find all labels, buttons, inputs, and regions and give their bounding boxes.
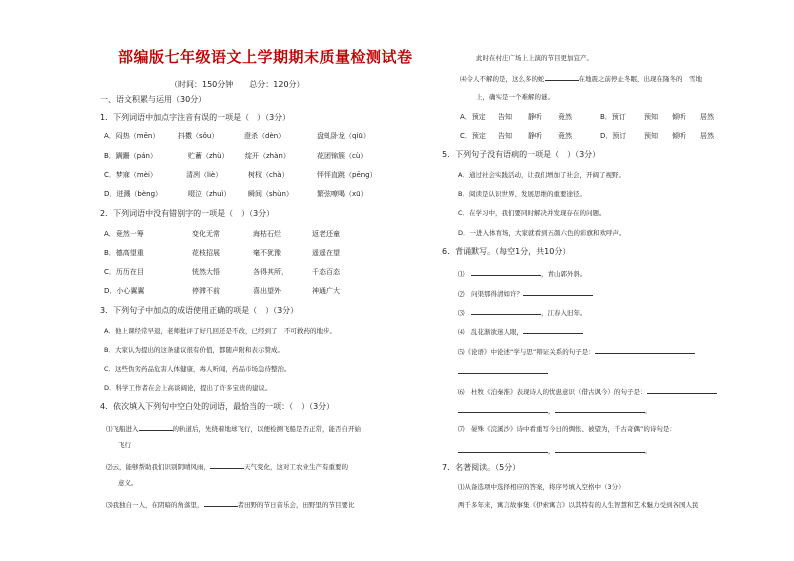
q2-b-1: B．德高望重 [104,249,144,257]
q3-option-d: D．科学工作者在会上高谈阔论，提出了许多宝贵的建议。 [104,384,272,392]
q1-d-4: 繁弦嘹喝（xū） [317,190,368,198]
q4-opt-d-2: 预知 [644,132,658,140]
q3-option-b: B．大家认为提出的这条建议很有价值，都随声附和表示赞成。 [104,346,284,354]
q5-option-d: D．一进入体育场，大家就看到五颜六色的彩旗和欢呼声。 [458,229,626,237]
q4-opt-a-2: 告知 [498,113,512,121]
q4-opt-c-1: C．预定 [460,132,486,140]
q4-opt-a-4: 竟然 [558,113,572,121]
answer-blank[interactable] [523,325,583,334]
q2-c-1: C．历历在目 [104,268,144,276]
answer-blank[interactable] [458,365,548,374]
q6-l3-num: ⑶ [458,309,465,317]
q4-s1-part-a: ⑴飞船进入 [106,425,139,433]
q4-opt-a-3: 静听 [528,113,542,121]
q4-opt-c-4: 竟然 [558,132,572,140]
question-7-stem: 7．名著阅读。（5分） [442,463,521,472]
q2-d-2: 停滞不前 [192,287,220,295]
q6-line-7: ⑺ 晏殊《浣溪沙》诗中看重写今日的惆怅、被望为，千古奇偶”的诗句是： [458,425,676,433]
q4-opt-d-3: 倾听 [672,132,686,140]
q2-c-2: 恍然大悟 [192,268,220,276]
q2-d-4: 神通广大 [312,287,340,295]
question-5-stem: 5．下列句子没有语病的一项是（ ）（3分） [442,150,601,159]
q6-line-2 [458,287,593,299]
q1-b-1: B．蹒跚（pán） [104,152,157,160]
answer-blank[interactable] [545,72,579,81]
q4-sentence-4 [460,72,702,84]
answer-blank[interactable] [471,267,541,276]
q1-a-3: 澄杀（dèn） [244,132,286,140]
answer-blank[interactable] [204,498,238,507]
question-6-stem: 6．背诵默写。（每空1分，共10分） [442,247,571,256]
q1-c-3: 树杈（chà） [248,171,289,179]
right-column [400,0,780,561]
q2-a-2: 变化无常 [192,230,220,238]
q6-l1-text: ，青山郭外斜。 [541,270,587,278]
q3-option-a: A．他上课经常早退，老师批评了好几回还是不改，已经到了 不可救药的地步。 [104,327,336,335]
q4-opt-c-3: 静听 [528,132,542,140]
q2-a-4: 返老还童 [312,230,340,238]
q6-l5-text: ⑸《论语》中论述“学与思”辩证关系的句子是： [458,348,595,356]
answer-blank[interactable] [139,422,173,431]
q3-option-c: C．这些伪劣药品危害人体健康，毒人听闻，药品市场急待整治。 [104,365,291,373]
answer-blank[interactable] [210,460,244,469]
q4-opt-b-2: 预知 [644,113,658,121]
q1-c-4: 怦怦直跳（pēng） [317,171,377,179]
q1-d-3: 瞬间（shùn） [248,190,293,198]
q1-c-2: 清冽（liè） [186,171,223,179]
q5-option-c: C．在学习中，我们要同时解决并发现存在的问题。 [458,209,606,217]
q1-d-2: 啜泣（zhuì） [188,190,231,198]
q2-d-1: D．小心翼翼 [104,287,145,295]
q2-a-3: 海枯石烂 [253,230,281,238]
q4-s1-part-c: 飞行 [118,441,131,449]
q1-a-1: A．闷热（mēn） [104,132,160,140]
q1-c-1: C．梦寐（mèi） [104,171,157,179]
q6-line-5-continued [458,365,548,377]
q1-d-1: D．迸溅（bèng） [104,190,163,198]
q4-s3-part-b: 者田野的节日音乐会，田野里的节目要比 [237,501,355,509]
q1-b-2: 贮蓄（zhù） [188,152,229,160]
answer-blank[interactable] [595,345,695,354]
q4-s3-part-c: 此时在村庄广场上上演的节目更加宜产。 [476,54,593,62]
q6-line-6-continued: ， 。 [458,404,651,416]
q1-b-3: 绽开（zhàn） [245,152,290,160]
question-2-stem: 2．下列词语中没有错别字的一项是（ ）（3分） [100,209,275,218]
q4-sentence-1 [106,422,361,434]
q4-s4-part-b: 在地震之前停止冬眠，出现在隆冬的 雪地 [578,75,702,83]
q4-s2-part-c: 意义。 [118,479,138,487]
q6-line-4 [458,325,583,337]
answer-blank[interactable] [458,404,548,413]
q4-s4-part-a: ⑷令人不解的是，这么多的蛇 [460,75,545,83]
q6-line-5 [458,345,695,357]
q2-c-4: 千态百态 [312,268,340,276]
question-4-stem: 4．依次填入下列句中空白处的词语，最恰当的一项：（ ）（3分） [100,402,335,411]
answer-blank[interactable] [647,385,717,394]
q4-opt-b-3: 倾听 [672,113,686,121]
q4-opt-c-2: 告知 [498,132,512,140]
section-heading: 一、语文积累与运用（30分） [100,95,207,104]
q6-line-6 [458,385,717,397]
answer-blank[interactable] [471,306,541,315]
q6-line-3 [458,306,587,318]
q2-c-3: 各得其所， [253,268,288,276]
q4-opt-a-1: A．预定 [460,113,486,121]
q6-line-1 [458,267,587,279]
exam-title: 部编版七年级语文上学期期末质量检测试卷 [118,48,413,66]
q7-subquestion: ⑴从备选项中选择相应的答案，将序号填入空格中（3分） [458,483,625,491]
q7-passage: 两千多年来，寓言故事集《伊索寓言》以其特有的人生智慧和艺术魅力受到各国人民 [458,501,699,509]
q4-s2-part-a: ⑵云，能够帮助我们识别阴晴风雨， [106,463,210,471]
q6-l4-text: ⑷ 乱花渐欲迷人眼， [458,328,523,336]
q2-b-4: 遥遥在望 [312,249,340,257]
q4-s2-part-b: 天气变化，这对工农业生产有重要的 [244,463,348,471]
q4-sentence-3 [106,498,355,510]
q4-opt-b-4: 居然 [700,113,714,121]
q4-opt-b-1: B．预订 [600,113,626,121]
q5-option-b: B．阅读是认识世界、发展思维的重要途径。 [458,190,586,198]
q4-sentence-2 [106,460,348,472]
q6-l2-text: ⑵ 问渠那得清如许？ [458,290,523,298]
q4-opt-d-4: 居然 [700,132,714,140]
q4-s4-part-c: 上，确实是一个难解的谜。 [476,93,554,101]
answer-blank[interactable] [458,444,548,453]
q6-l1-num: ⑴ [458,270,465,278]
q2-b-2: 花枝招展 [192,249,220,257]
q6-l6-text: ⑹ 杜牧《泊秦淮》表现诗人的忧患意识（借古讽今）的句子是： [458,388,647,396]
q2-b-3: 毫不犹豫 [253,249,281,257]
q2-a-1: A．竟然一筹 [104,230,144,238]
q6-line-7-continued: ， 。 [458,444,651,456]
q5-option-a: A．通过社会实践活动，让我们增加了社会，开阔了视野。 [458,171,625,179]
q1-b-4: 花团锦簇（cù） [317,152,368,160]
question-1-stem: 1．下列词语中加点字注音有误的一项是（ ）（3分） [100,113,291,122]
q2-d-3: 喜出望外 [253,287,281,295]
answer-blank[interactable] [555,444,645,453]
exam-meta: （时间：150分钟 总分：120分） [170,80,305,89]
q4-s3-part-a: ⑶我独自一人，在阴暗的角落里， [106,501,204,509]
q4-s1-part-b: 的轨道后，先绕着地球飞行，以便检测飞船是否正常，能否自开始 [172,425,361,433]
question-3-stem: 3．下列句子中加点的成语使用正确的项是（ ）（3分） [100,306,299,315]
q1-a-4: 盘虬卧龙（qiū） [317,132,370,140]
answer-blank[interactable] [555,404,645,413]
answer-blank[interactable] [523,287,593,296]
q1-a-2: 抖擞（sǒu） [178,132,219,140]
q6-l3-text: ，江春入旧年。 [541,309,587,317]
q4-opt-d-1: D．预订 [600,132,627,140]
